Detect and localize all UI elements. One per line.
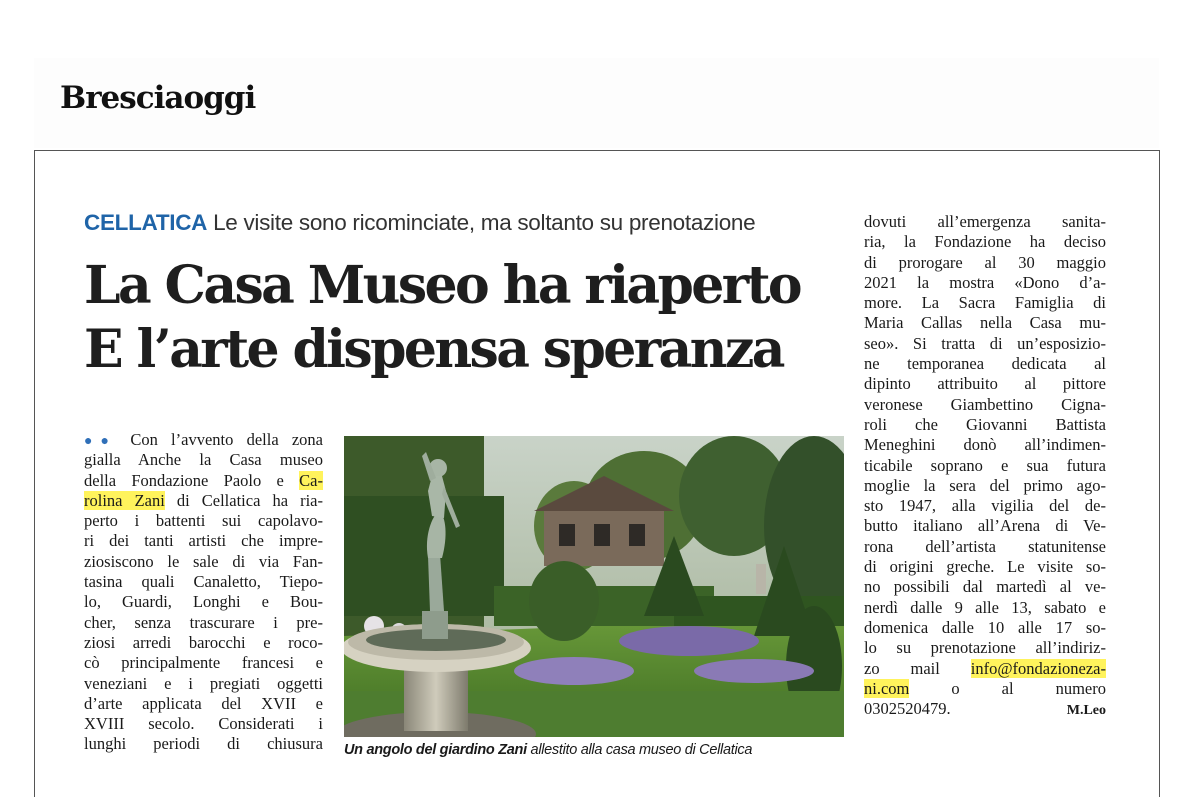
- headline-line-2: E l’arte dispensa speranza: [84, 319, 783, 380]
- body-line: ziosiscono le sale di via Fan-: [84, 551, 323, 571]
- headline-line-1: La Casa Museo ha riaperto: [84, 255, 801, 316]
- body-line: no possibili dal martedì al ve-: [864, 577, 1106, 597]
- body-line: XVIII secolo. Considerati i: [84, 714, 323, 734]
- body-line: roli che Giovanni Battista: [864, 414, 1106, 434]
- body-line: zo mail info@fondazioneza-: [864, 658, 1106, 678]
- body-line: dipinto attribuito al pittore: [864, 374, 1106, 394]
- email-link[interactable]: info@fondazioneza-: [970, 658, 1106, 678]
- newspaper-masthead: Bresciaoggi: [60, 80, 256, 116]
- body-line: cò principalmente francesi e: [84, 653, 323, 673]
- garden-photo: [344, 436, 844, 737]
- body-line: rona dell’artista statunitense: [864, 536, 1106, 556]
- body-line: veronese Giambettino Cigna-: [864, 394, 1106, 414]
- body-column-3: [864, 212, 1106, 719]
- body-line: tasina quali Canaletto, Tiepo-: [84, 572, 323, 592]
- body-line: ne temporanea dedicata al: [864, 354, 1106, 374]
- body-line: butto italiano all’Arena di Ve-: [864, 516, 1106, 536]
- body-line: seo». Si tratta di un’esposizio-: [864, 333, 1106, 353]
- highlighted-name: rolina Zani: [84, 490, 165, 510]
- body-line: Meneghini donò all’indimen-: [864, 435, 1106, 455]
- caption-bold: Un angolo del giardino Zani: [344, 742, 527, 758]
- body-line: ni.com o al numero: [864, 678, 1106, 698]
- body-line: ria, la Fondazione ha deciso: [864, 232, 1106, 252]
- body-line: lo su prenotazione all’indiriz-: [864, 638, 1106, 658]
- highlighted-name: Ca-: [299, 470, 323, 490]
- body-line: moglie la sera del primo ago-: [864, 475, 1106, 495]
- body-line: nerdì dalle 9 alle 13, sabato e: [864, 597, 1106, 617]
- email-link[interactable]: ni.com: [864, 678, 910, 698]
- body-line: domenica dalle 10 alle 17 so-: [864, 617, 1106, 637]
- article-kicker: [84, 210, 755, 236]
- caption-text: allestito alla casa museo di Cellatica: [526, 742, 753, 758]
- kicker-subtitle: Le visite sono ricominciate, ma soltanto su prenotazione: [213, 210, 756, 235]
- author-signature: M.Leo: [1066, 703, 1106, 719]
- body-line: 0302520479. M.Leo: [864, 699, 1106, 719]
- body-line: lunghi periodi di chiusura: [84, 734, 323, 754]
- garden-photo-image: [344, 436, 844, 737]
- body-line: ticabile soprano e sua futura: [864, 455, 1106, 475]
- body-line: ri dei tanti artisti che impre-: [84, 531, 323, 551]
- body-column-1: [84, 430, 323, 755]
- body-line: gialla Anche la Casa museo: [84, 450, 323, 470]
- body-line: ●● Con l’avvento della zona: [84, 430, 324, 449]
- body-line: rolina Zani di Cellatica ha ria-: [84, 490, 323, 510]
- body-line: cher, senza trascurare i pre-: [84, 612, 323, 632]
- body-line: more. La Sacra Famiglia di: [864, 293, 1106, 313]
- body-line: veneziani e i pregiati oggetti: [84, 673, 323, 693]
- body-line: Maria Callas nella Casa mu-: [864, 313, 1106, 333]
- body-line: d’arte applicata del XVII e: [84, 693, 323, 713]
- body-line: di origini greche. Le visite so-: [864, 557, 1106, 577]
- photo-caption: [344, 742, 752, 758]
- article-headline: [84, 254, 854, 382]
- body-line: della Fondazione Paolo e Ca-: [84, 470, 323, 490]
- body-line: 2021 la mostra «Dono d’a-: [864, 272, 1106, 292]
- body-line: di prorogare al 30 maggio: [864, 252, 1106, 272]
- body-line: dovuti all’emergenza sanita-: [864, 212, 1106, 231]
- body-line: lo, Guardi, Longhi e Bou-: [84, 592, 323, 612]
- body-line: ziosi arredi barocchi e roco-: [84, 632, 323, 652]
- bullet-icon: ●●: [84, 434, 118, 449]
- body-line: sto 1947, alla vigilia del de-: [864, 496, 1106, 516]
- body-line: perto i battenti sui capolavo-: [84, 511, 323, 531]
- kicker-place: CELLATICA: [84, 210, 208, 235]
